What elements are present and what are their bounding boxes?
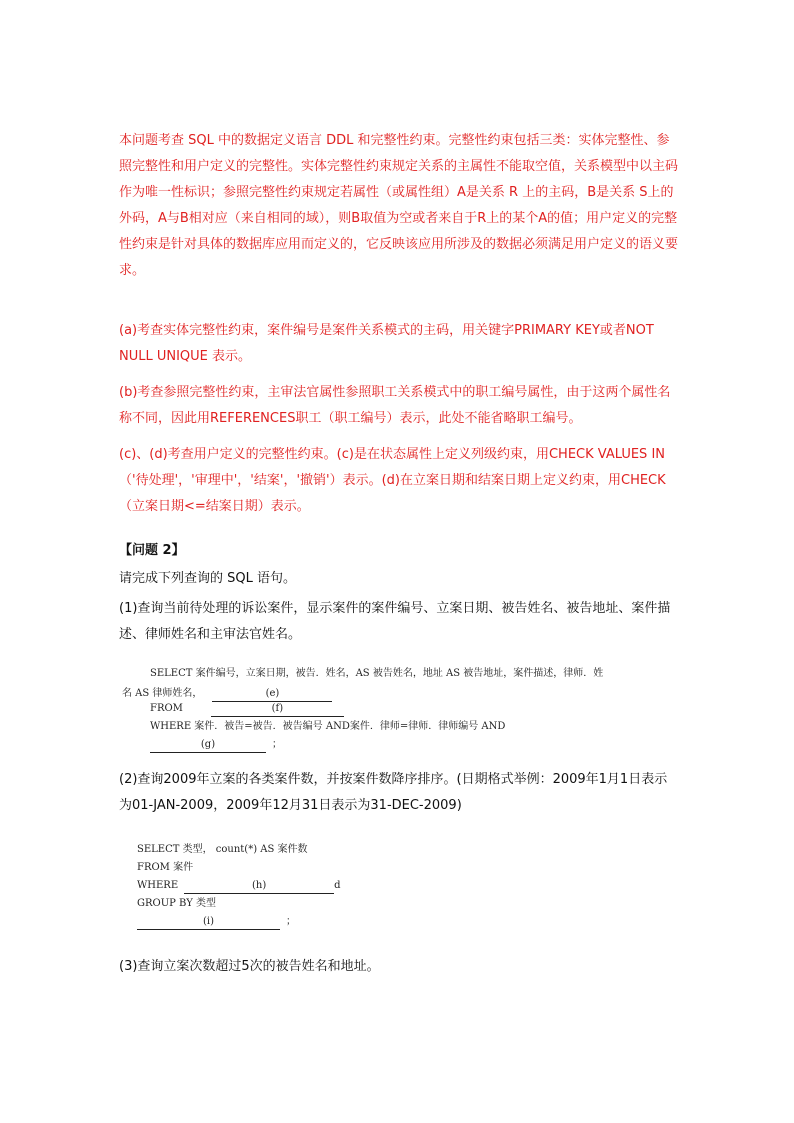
sql2-line1: SELECT 类型， count(*) AS 案件数 [137, 844, 308, 855]
sql1-line5 [150, 735, 282, 755]
sql1-line4: WHERE 案件．被告=被告．被告编号 AND案件．律师=律师．律师编号 AND [150, 721, 506, 732]
question2-prompt: 请完成下列查询的 SQL 语句。 [119, 571, 296, 586]
sql1-line2-text: 名 AS 律师姓名， [122, 688, 203, 699]
blank-f: (f) [211, 702, 344, 717]
question2-item1: (1)查询当前待处理的诉讼案件，显示案件的案件编号、立案日期、被告姓名、被告地址、案件描述、律师姓名和主审法官姓名。 [119, 601, 671, 642]
analysis-intro: 本问题考查 SQL 中的数据定义语言 DDL 和完整性约束。完整性约束包括三类：实体完整性、参照完整性和用户定义的完整性。实体完整性约束规定关系的主属性不能取空值，关系模型中以主码作为唯一性标识；参照完整性约束规定若属性（或属性组）A是关系 R 上的主码，B是关系 S上的外码，A与B相对应（来自相同的域），则B取值为空或者来自于R上的某个A的值；用户定义的完整性约束是针对具体的数据库应用而定义的，它反映该应用所涉及的数据必须满足用户定义的语义要求。 [119, 133, 679, 278]
question2-item2: (2)查询2009年立案的各类案件数，并按案件数降序排序。(日期格式举例：2009年1月1日表示为01-JAN-2009，2009年12月31日表示为31-DEC-2009) [119, 772, 668, 813]
blank-h: (h) [184, 879, 334, 894]
question2-item3: (3)查询立案次数超过5次的被告姓名和地址。 [119, 959, 380, 974]
sql2-line2: FROM 案件 [137, 862, 194, 873]
sql2-line5 [137, 912, 296, 932]
sql2-line3-text: WHERE [137, 880, 179, 891]
sql2-line3-end: d [334, 880, 341, 891]
analysis-cd: (c)、(d)考查用户定义的完整性约束。(c)是在状态属性上定义列级约束，用CHECK VALUES IN （'待处理'，'审理中'，'结案'，'撤销'）表示。(d)在立案日期和结案日期上定义约束，用CHECK（立案日期<=结案日期）表示。 [119, 447, 666, 514]
sql1-line3-text: FROM [150, 703, 183, 714]
blank-e: (e) [212, 687, 332, 702]
sql1-line5-end: ； [272, 739, 282, 750]
sql1-line1: SELECT 案件编号，立案日期，被告．姓名，AS 被告姓名，地址 AS 被告地址，案件描述，律师．姓 [150, 668, 604, 679]
question2-heading: 【问题 2】 [119, 543, 185, 558]
blank-i: (i) [137, 915, 280, 930]
sql1-line3 [150, 699, 344, 719]
sql2-line5-end: ； [286, 916, 296, 927]
blank-g: (g) [150, 738, 266, 753]
analysis-b: (b)考查参照完整性约束，主审法官属性参照职工关系模式中的职工编号属性，由于这两个属性名称不同，因此用REFERENCES职工（职工编号）表示，此处不能省略职工编号。 [119, 385, 671, 426]
sql2-line3 [137, 876, 341, 896]
sql2-line4: GROUP BY 类型 [137, 898, 217, 909]
analysis-a: (a)考查实体完整性约束，案件编号是案件关系模式的主码，用关键字PRIMARY KEY或者NOT NULL UNIQUE 表示。 [119, 323, 654, 364]
